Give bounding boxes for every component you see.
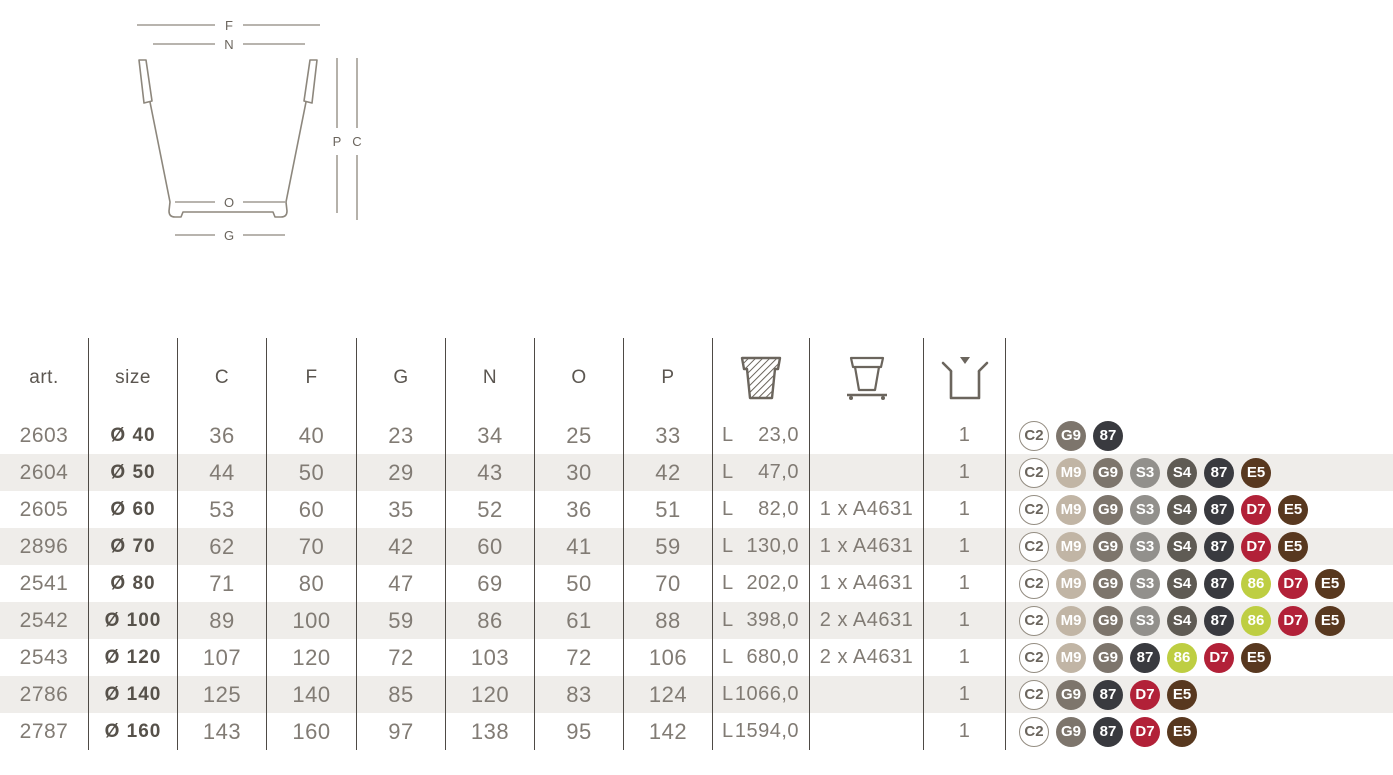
packaging-quantity: 1: [924, 676, 1006, 713]
dimension-p: 106: [624, 639, 713, 676]
liters-value: 1066,0: [734, 683, 799, 705]
article-number: 2603: [0, 417, 89, 454]
dimension-c: 53: [178, 491, 267, 528]
size-value: Ø 80: [89, 565, 178, 602]
liters-value: 680,0: [746, 646, 799, 668]
dimension-g: 59: [357, 602, 446, 639]
color-swatches: [1006, 639, 1393, 676]
liters-prefix: L: [722, 424, 734, 446]
size-value: Ø 60: [89, 491, 178, 528]
dimension-p: 42: [624, 454, 713, 491]
dim-label-g: G: [223, 228, 235, 243]
table-row: [0, 491, 1393, 528]
table-row: [0, 528, 1393, 565]
color-swatch-M9: M9: [1056, 532, 1086, 562]
size-value: Ø 70: [89, 528, 178, 565]
color-swatch-D7: D7: [1278, 569, 1308, 599]
size-value: Ø 160: [89, 713, 178, 750]
dimension-f: 160: [267, 713, 357, 750]
color-swatch-87: 87: [1130, 643, 1160, 673]
header-g: G: [357, 338, 446, 417]
liters-value: 202,0: [746, 572, 799, 594]
header-f: F: [267, 338, 357, 417]
color-swatch-S4: S4: [1167, 532, 1197, 562]
dimension-o: 61: [535, 602, 624, 639]
volume-liters: [713, 528, 810, 565]
dimension-p: 33: [624, 417, 713, 454]
article-number: 2605: [0, 491, 89, 528]
liters-value: 130,0: [746, 535, 799, 557]
color-swatch-E5: E5: [1315, 606, 1345, 636]
dimension-n: 120: [446, 676, 535, 713]
dimension-n: 34: [446, 417, 535, 454]
liters-prefix: L: [722, 609, 734, 631]
packaging-quantity: 1: [924, 565, 1006, 602]
color-swatch-S3: S3: [1130, 458, 1160, 488]
header-size: size: [89, 338, 178, 417]
color-swatch-M9: M9: [1056, 495, 1086, 525]
color-swatch-S3: S3: [1130, 495, 1160, 525]
dimension-c: 62: [178, 528, 267, 565]
trolley-accessory: [810, 454, 924, 491]
color-swatch-C2: C2: [1019, 495, 1049, 525]
header-o: O: [535, 338, 624, 417]
table-header-row: [0, 338, 1393, 417]
pot-cross-section: [103, 5, 378, 255]
color-swatch-S3: S3: [1130, 606, 1160, 636]
dimension-n: 43: [446, 454, 535, 491]
liters-value: 1594,0: [734, 720, 799, 742]
dimension-o: 95: [535, 713, 624, 750]
article-number: 2543: [0, 639, 89, 676]
color-swatch-G9: G9: [1093, 569, 1123, 599]
dimension-g: 85: [357, 676, 446, 713]
dimension-o: 30: [535, 454, 624, 491]
dim-label-p: P: [332, 134, 342, 149]
color-swatch-S3: S3: [1130, 532, 1160, 562]
dimension-g: 72: [357, 639, 446, 676]
volume-liters: [713, 417, 810, 454]
dimension-o: 72: [535, 639, 624, 676]
color-swatch-S4: S4: [1167, 495, 1197, 525]
color-swatches: [1006, 602, 1393, 639]
color-swatch-87: 87: [1093, 421, 1123, 451]
volume-liters: [713, 454, 810, 491]
color-swatch-C2: C2: [1019, 680, 1049, 710]
header-c: C: [178, 338, 267, 417]
dimension-p: 124: [624, 676, 713, 713]
volume-liters: [713, 713, 810, 750]
header-colors-spacer: [1006, 338, 1393, 417]
spec-table: [0, 338, 1393, 750]
color-swatch-G9: G9: [1093, 643, 1123, 673]
color-swatch-87: 87: [1093, 680, 1123, 710]
size-value: Ø 120: [89, 639, 178, 676]
color-swatch-86: 86: [1167, 643, 1197, 673]
trolley-accessory: 2 x A4631: [810, 602, 924, 639]
dimension-n: 138: [446, 713, 535, 750]
dimension-o: 50: [535, 565, 624, 602]
color-swatch-D7: D7: [1204, 643, 1234, 673]
dimension-o: 25: [535, 417, 624, 454]
liters-value: 47,0: [758, 461, 799, 483]
color-swatches: [1006, 417, 1393, 454]
dimension-c: 44: [178, 454, 267, 491]
table-row: [0, 602, 1393, 639]
dimension-p: 51: [624, 491, 713, 528]
article-number: 2604: [0, 454, 89, 491]
header-p: P: [624, 338, 713, 417]
color-swatch-C2: C2: [1019, 606, 1049, 636]
dimension-n: 52: [446, 491, 535, 528]
dimension-g: 35: [357, 491, 446, 528]
dimension-c: 125: [178, 676, 267, 713]
color-swatch-C2: C2: [1019, 532, 1049, 562]
color-swatch-S4: S4: [1167, 458, 1197, 488]
color-swatch-D7: D7: [1130, 680, 1160, 710]
color-swatch-E5: E5: [1167, 680, 1197, 710]
packaging-quantity: 1: [924, 639, 1006, 676]
liters-prefix: L: [722, 683, 734, 705]
dimension-f: 120: [267, 639, 357, 676]
article-number: 2896: [0, 528, 89, 565]
color-swatch-D7: D7: [1130, 717, 1160, 747]
color-swatch-87: 87: [1204, 569, 1234, 599]
color-swatch-C2: C2: [1019, 458, 1049, 488]
dimension-c: 89: [178, 602, 267, 639]
color-swatches: [1006, 676, 1393, 713]
dimension-f: 100: [267, 602, 357, 639]
packaging-quantity: 1: [924, 528, 1006, 565]
liters-prefix: L: [722, 646, 734, 668]
dimension-n: 69: [446, 565, 535, 602]
color-swatch-C2: C2: [1019, 643, 1049, 673]
pot-dimension-diagram: [103, 5, 378, 255]
size-value: Ø 50: [89, 454, 178, 491]
packaging-unit-icon: [924, 338, 1006, 417]
liters-prefix: L: [722, 461, 734, 483]
color-swatch-E5: E5: [1278, 532, 1308, 562]
dimension-n: 86: [446, 602, 535, 639]
color-swatch-S3: S3: [1130, 569, 1160, 599]
header-art: art.: [0, 338, 89, 417]
table-row: [0, 417, 1393, 454]
color-swatches: [1006, 491, 1393, 528]
volume-liters: [713, 565, 810, 602]
article-number: 2787: [0, 713, 89, 750]
size-value: Ø 40: [89, 417, 178, 454]
dimension-p: 70: [624, 565, 713, 602]
article-number: 2542: [0, 602, 89, 639]
color-swatch-C2: C2: [1019, 569, 1049, 599]
dimension-o: 41: [535, 528, 624, 565]
size-value: Ø 100: [89, 602, 178, 639]
packaging-quantity: 1: [924, 713, 1006, 750]
color-swatches: [1006, 454, 1393, 491]
liters-value: 82,0: [758, 498, 799, 520]
dimension-p: 142: [624, 713, 713, 750]
table-body: [0, 417, 1393, 750]
article-number: 2541: [0, 565, 89, 602]
table-row: [0, 676, 1393, 713]
color-swatch-G9: G9: [1056, 421, 1086, 451]
liters-prefix: L: [722, 535, 734, 557]
dimension-p: 59: [624, 528, 713, 565]
color-swatch-C2: C2: [1019, 421, 1049, 451]
dimension-f: 70: [267, 528, 357, 565]
color-swatches: [1006, 713, 1393, 750]
color-swatch-G9: G9: [1056, 717, 1086, 747]
color-swatch-E5: E5: [1241, 643, 1271, 673]
dimension-f: 80: [267, 565, 357, 602]
dimension-c: 107: [178, 639, 267, 676]
dimension-n: 60: [446, 528, 535, 565]
color-swatch-87: 87: [1204, 606, 1234, 636]
liters-value: 398,0: [746, 609, 799, 631]
color-swatch-G9: G9: [1093, 458, 1123, 488]
table-row: [0, 565, 1393, 602]
dimension-f: 50: [267, 454, 357, 491]
color-swatches: [1006, 528, 1393, 565]
color-swatch-E5: E5: [1167, 717, 1197, 747]
color-swatch-86: 86: [1241, 569, 1271, 599]
color-swatch-S4: S4: [1167, 606, 1197, 636]
color-swatch-G9: G9: [1093, 606, 1123, 636]
color-swatch-87: 87: [1204, 532, 1234, 562]
color-swatch-E5: E5: [1315, 569, 1345, 599]
color-swatch-87: 87: [1093, 717, 1123, 747]
dimension-c: 36: [178, 417, 267, 454]
size-value: Ø 140: [89, 676, 178, 713]
trolley-accessory: [810, 713, 924, 750]
table-row: [0, 713, 1393, 750]
color-swatch-D7: D7: [1241, 532, 1271, 562]
dim-label-c: C: [352, 134, 362, 149]
pot-left-rim: [139, 60, 152, 103]
color-swatch-M9: M9: [1056, 458, 1086, 488]
dim-label-f: F: [225, 18, 233, 33]
volume-liters: [713, 491, 810, 528]
volume-liters: [713, 676, 810, 713]
liters-prefix: L: [722, 720, 734, 742]
color-swatch-E5: E5: [1278, 495, 1308, 525]
trolley-accessory: 1 x A4631: [810, 528, 924, 565]
header-n: N: [446, 338, 535, 417]
dim-label-n: N: [224, 37, 234, 52]
dimension-g: 97: [357, 713, 446, 750]
color-swatch-D7: D7: [1278, 606, 1308, 636]
dimension-n: 103: [446, 639, 535, 676]
packaging-quantity: 1: [924, 454, 1006, 491]
liters-value: 23,0: [758, 424, 799, 446]
dimension-o: 36: [535, 491, 624, 528]
color-swatch-S4: S4: [1167, 569, 1197, 599]
dimension-f: 60: [267, 491, 357, 528]
table-row: [0, 639, 1393, 676]
trolley-accessory: [810, 417, 924, 454]
color-swatch-87: 87: [1204, 495, 1234, 525]
trolley-accessory: 1 x A4631: [810, 565, 924, 602]
color-swatch-C2: C2: [1019, 717, 1049, 747]
dimension-g: 23: [357, 417, 446, 454]
dimension-p: 88: [624, 602, 713, 639]
volume-liters: [713, 602, 810, 639]
packaging-quantity: 1: [924, 602, 1006, 639]
color-swatch-M9: M9: [1056, 606, 1086, 636]
color-swatch-G9: G9: [1093, 495, 1123, 525]
dimension-o: 83: [535, 676, 624, 713]
dimension-c: 143: [178, 713, 267, 750]
dimension-f: 140: [267, 676, 357, 713]
color-swatch-D7: D7: [1241, 495, 1271, 525]
trolley-accessory: 2 x A4631: [810, 639, 924, 676]
dim-label-o: O: [223, 195, 235, 210]
dimension-c: 71: [178, 565, 267, 602]
dimension-g: 29: [357, 454, 446, 491]
dimension-g: 42: [357, 528, 446, 565]
color-swatch-M9: M9: [1056, 643, 1086, 673]
volume-liters-icon: [713, 338, 810, 417]
article-number: 2786: [0, 676, 89, 713]
trolley-accessory: [810, 676, 924, 713]
packaging-quantity: 1: [924, 491, 1006, 528]
liters-prefix: L: [722, 572, 734, 594]
color-swatches: [1006, 565, 1393, 602]
color-swatch-87: 87: [1204, 458, 1234, 488]
pot-right-rim: [304, 60, 317, 103]
volume-liters: [713, 639, 810, 676]
saucer-trolley-icon: [810, 338, 924, 417]
table-row: [0, 454, 1393, 491]
dimension-g: 47: [357, 565, 446, 602]
color-swatch-G9: G9: [1093, 532, 1123, 562]
color-swatch-G9: G9: [1056, 680, 1086, 710]
color-swatch-86: 86: [1241, 606, 1271, 636]
liters-prefix: L: [722, 498, 734, 520]
color-swatch-E5: E5: [1241, 458, 1271, 488]
dimension-f: 40: [267, 417, 357, 454]
packaging-quantity: 1: [924, 417, 1006, 454]
trolley-accessory: 1 x A4631: [810, 491, 924, 528]
color-swatch-M9: M9: [1056, 569, 1086, 599]
